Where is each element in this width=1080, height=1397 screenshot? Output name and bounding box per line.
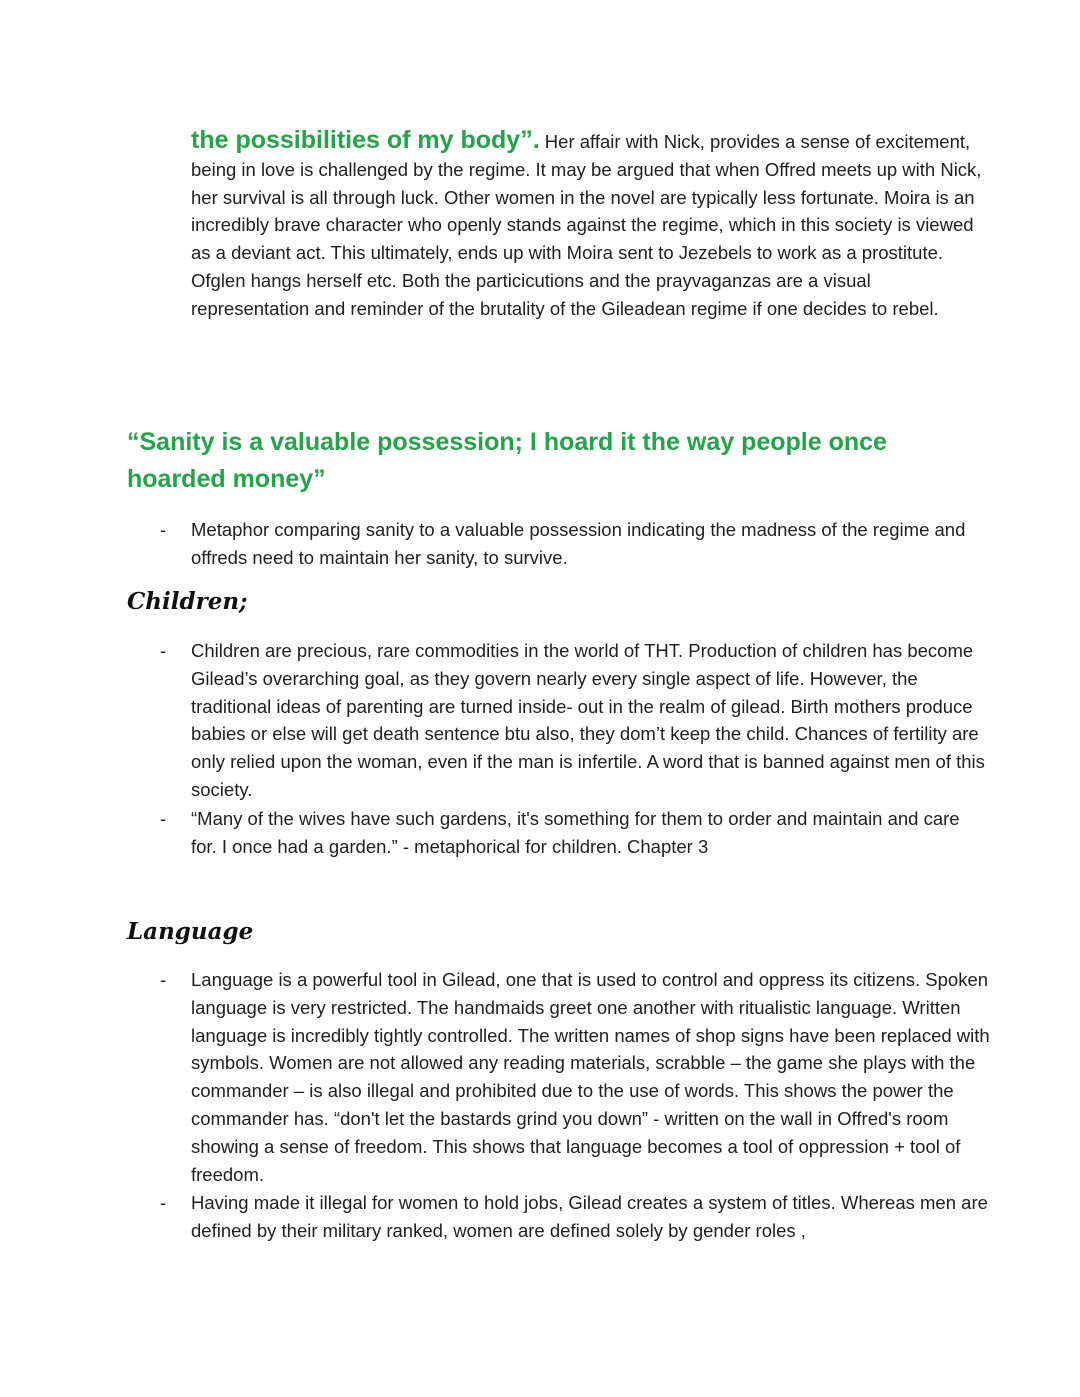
bullet-text: Having made it illegal for women to hold jobs, Gilead creates a system of titles. Whereas men are defined by their military ranked, women are defined solely by gender roles ,	[191, 1192, 988, 1241]
section-heading-language: Language	[127, 918, 254, 945]
section-heading-children: Children;	[127, 588, 248, 615]
list-item	[160, 966, 990, 1188]
intro-quote-lead: the possibilities of my body”.	[191, 126, 540, 154]
list-item	[160, 805, 990, 861]
bullet-text: Children are precious, rare commodities in the world of THT. Production of children has become Gilead’s overarching goal, as they govern nearly every single aspect of life. However, the traditional ideas of parenting are turned inside- out in the realm of gilead. Birth mothers produce babies or else will get death sentence btu also, they dom’t keep the child. Chances of fertility are only relied upon the woman, even if the man is infertile. A word that is banned against men of this society.	[191, 640, 985, 800]
list-item	[160, 1189, 990, 1245]
intro-body-text: Her affair with Nick, provides a sense of excitement, being in love is challenged by the regime. It may be argued that when Offred meets up with Nick, her survival is all through luck. Other women in the novel are typically less fortunate. Moira is an incredibly brave character who openly stands against the regime, which in this society is viewed as a deviant act. This ultimately, ends up with Moira sent to Jezebels to work as a prostitute. Ofglen hangs herself etc. Both the particicutions and the prayvaganzas are a visual representation and reminder of the brutality of the Gileadean regime if one decides to rebel.	[191, 131, 982, 319]
bullet-dash: -	[160, 1192, 167, 1213]
bullet-text: Metaphor comparing sanity to a valuable possession indicating the madness of the regime and offreds need to maintain her sanity, to survive.	[191, 519, 966, 568]
bullet-dash: -	[160, 969, 167, 990]
bullet-dash: -	[160, 519, 167, 540]
bullet-dash: -	[160, 640, 167, 661]
bullet-text: “Many of the wives have such gardens, it's something for them to order and maintain and care for. I once had a garden.” - metaphorical for children. Chapter 3	[191, 808, 960, 857]
sanity-quote: “Sanity is a valuable possession; I hoard it the way people once hoarded money”	[127, 428, 887, 493]
list-item	[160, 637, 990, 804]
intro-paragraph	[191, 127, 991, 323]
bullet-text: Language is a powerful tool in Gilead, one that is used to control and oppress its citizens. Spoken language is very restricted. The handmaids greet one another with ritualistic language. Written language is incredibly tightly controlled. The written names of shop signs have been replaced with symbols. Women are not allowed any reading materials, scrabble – the game she plays with the commander – is also illegal and prohibited due to the use of words. This shows the power the commander has. “don't let the bastards grind you down” - written on the wall in Offred's room showing a sense of freedom. This shows that language becomes a tool of oppression + tool of freedom.	[191, 969, 990, 1185]
bullet-dash: -	[160, 808, 167, 829]
list-item	[160, 516, 990, 572]
